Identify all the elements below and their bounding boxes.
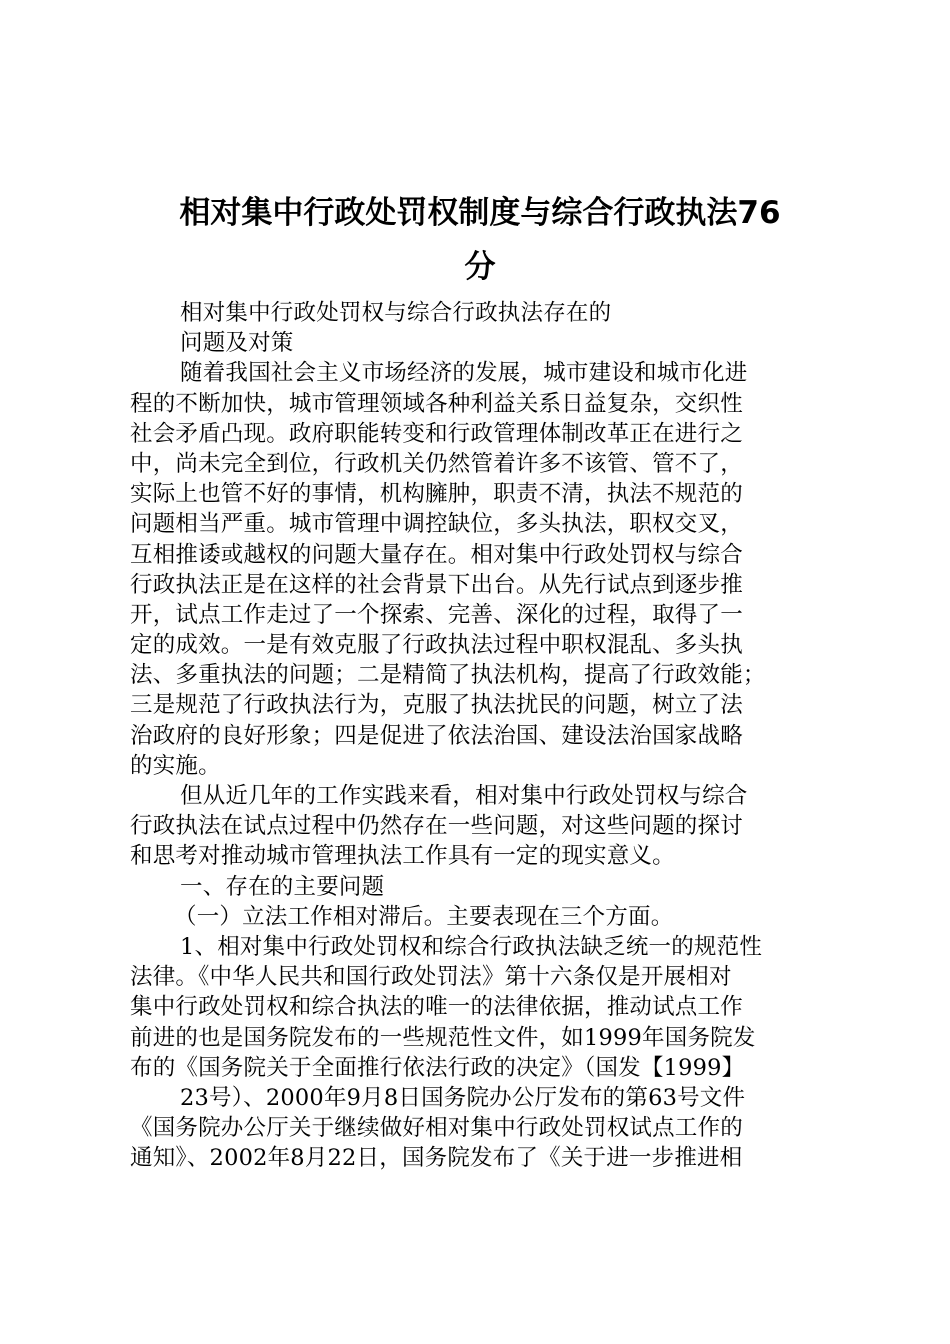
body-line: 法、多重执法的问题；二是精简了执法机构，提高了行政效能； bbox=[130, 662, 766, 689]
body-line: 互相推诿或越权的问题大量存在。相对集中行政处罚权与综合 bbox=[130, 541, 743, 568]
document-body bbox=[130, 298, 836, 1173]
body-line: 开，试点工作走过了一个探索、完善、深化的过程，取得了一 bbox=[130, 601, 743, 628]
body-line: 社会矛盾凸现。政府职能转变和行政管理体制改革正在进行之 bbox=[130, 420, 743, 447]
body-line: 行政执法正是在这样的社会背景下出台。从先行试点到逐步推 bbox=[130, 571, 743, 598]
body-line: 定的成效。一是有效克服了行政执法过程中职权混乱、多头执 bbox=[130, 632, 743, 659]
body-line: 《国务院办公厅关于继续做好相对集中行政处罚权试点工作的 bbox=[130, 1115, 743, 1142]
body-line: 三是规范了行政执法行为，克服了执法扰民的问题，树立了法 bbox=[130, 692, 743, 719]
body-line: 法律。《中华人民共和国行政处罚法》第十六条仅是开展相对 bbox=[130, 964, 732, 991]
body-line: 问题及对策 bbox=[180, 330, 294, 357]
body-line: 和思考对推动城市管理执法工作具有一定的现实意义。 bbox=[130, 843, 675, 870]
body-line: 行政执法在试点过程中仍然存在一些问题，对这些问题的探讨 bbox=[130, 813, 743, 840]
body-line: 前进的也是国务院发布的一些规范性文件，如1999年国务院发 bbox=[130, 1024, 756, 1051]
document-title-line-2: 分 bbox=[464, 249, 496, 285]
body-line: 但从近几年的工作实践来看，相对集中行政处罚权与综合 bbox=[180, 783, 748, 809]
body-line: 1、相对集中行政处罚权和综合行政执法缺乏统一的规范性 bbox=[180, 933, 763, 960]
body-line: 集中行政处罚权和综合执法的唯一的法律依据，推动试点工作 bbox=[130, 994, 743, 1021]
subsection-heading: （一）立法工作相对滞后。主要表现在三个方面。 bbox=[174, 903, 674, 930]
body-line: 治政府的良好形象；四是促进了依法治国、建设法治国家战略 bbox=[130, 722, 743, 749]
section-heading: 一、存在的主要问题 bbox=[180, 873, 385, 900]
body-line: 实际上也管不好的事情，机构臃肿，职责不清，执法不规范的 bbox=[130, 481, 743, 508]
body-line: 布的《国务院关于全面推行依法行政的决定》（国发【1999】 bbox=[130, 1054, 745, 1081]
body-line: 23号）、2000年9月8日国务院办公厅发布的第63号文件 bbox=[180, 1084, 746, 1111]
document-title-line-1: 相对集中行政处罚权制度与综合行政执法76 bbox=[179, 195, 781, 231]
body-line: 相对集中行政处罚权与综合行政执法存在的 bbox=[180, 300, 612, 326]
body-line: 的实施。 bbox=[130, 752, 221, 779]
body-line: 问题相当严重。城市管理中调控缺位，多头执法，职权交叉， bbox=[130, 511, 743, 538]
body-line: 通知》、2002年8月22日，国务院发布了《关于进一步推进相 bbox=[130, 1145, 743, 1172]
body-line: 程的不断加快，城市管理领域各种利益关系日益复杂，交织性 bbox=[130, 390, 743, 417]
body-line: 中，尚未完全到位，行政机关仍然管着许多不该管、管不了， bbox=[130, 450, 743, 477]
body-line: 随着我国社会主义市场经济的发展，城市建设和城市化进 bbox=[180, 360, 748, 387]
